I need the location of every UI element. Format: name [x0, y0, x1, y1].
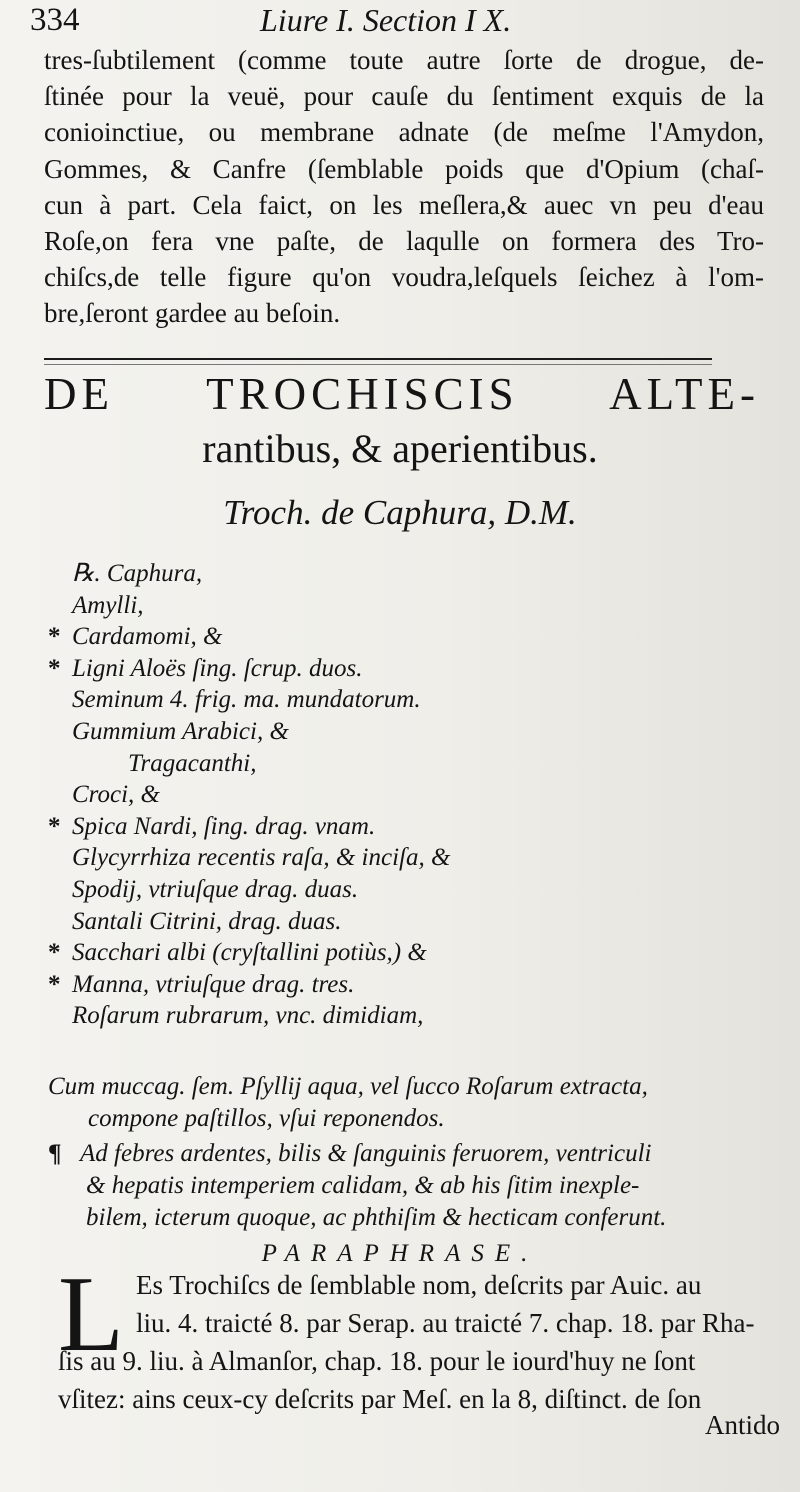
ingredient-item	[48, 874, 768, 906]
intro-paragraph	[44, 42, 764, 332]
usage-text: Ad febres ardentes, bilis & ſanguinis feruorem, ventriculi	[80, 1140, 652, 1167]
ingredient-item	[48, 748, 768, 780]
ingredient-text: Spica Nardi, ſing. drag. vnam.	[72, 812, 376, 840]
section-rule	[44, 358, 712, 360]
text-line: ſtinée pour la veuë, pour cauſe du ſentiment exquis de la	[44, 81, 764, 112]
body-line: vſitez: ains ceux-cy deſcrits par Meſ. en la 8, diſtinct. de ſon	[58, 1384, 702, 1414]
ingredient-list	[48, 558, 768, 1032]
ingredient-text: Sacchari albi (cryſtallini potiùs,) &	[72, 939, 427, 967]
page-number: 334	[30, 2, 80, 38]
body-line: Es Trochiſcs de ſemblable nom, deſcrits par Auic. au	[136, 1270, 702, 1300]
ingredient-text: Ligni Aloës ſing. ſcrup. duos.	[72, 654, 363, 682]
instruction-line: compone paſtillos, vſui reponendos.	[88, 1104, 445, 1132]
usage-line	[48, 1138, 768, 1170]
text-line: cun à part. Cela faict, on les meſlera,& auec vn peu d'eau	[44, 189, 764, 220]
ingredient-text: Santali Citrini, drag. duas.	[72, 907, 342, 935]
asterisk-mark: *	[48, 623, 61, 651]
ingredient-item	[48, 558, 768, 590]
ingredient-item	[48, 684, 768, 716]
ingredient-item	[48, 811, 768, 843]
drop-cap: L	[58, 1255, 124, 1374]
text-line: conioinctiue, ou membrane adnate (de meſme l'Amydon,	[44, 117, 764, 148]
instruction-line: Cum muccag. ſem. Pſyllij aqua, vel ſucco Roſarum extracta,	[48, 1073, 648, 1100]
ingredient-text: Tragacanthi,	[128, 749, 257, 777]
page-header	[28, 0, 760, 44]
ingredient-text: Glycyrrhiza recentis raſa, & inciſa, &	[72, 844, 451, 872]
paraphrase-heading: PARAPHRASE.	[261, 1240, 539, 1267]
ingredient-text: Seminum 4. frig. ma. mundatorum.	[72, 686, 421, 714]
ingredient-text: Manna, vtriuſque drag. tres.	[72, 970, 355, 998]
recipe-title: Troch. de Caphura, D.M.	[223, 493, 577, 532]
ingredient-text: Spodij, vtriuſque drag. duas.	[72, 875, 359, 903]
text-line: tres-ſubtilement (comme toute autre ſorte de drogue, de-	[44, 45, 764, 75]
section-title-continued: rantibus, & aperientibus.	[202, 426, 598, 471]
text-line: Gommes, & Canfre (ſemblable poids que d'Opium (chaſ-	[44, 153, 764, 184]
ingredient-text: Roſarum rubrarum, vnc. dimidiam,	[72, 1002, 424, 1030]
asterisk-mark: *	[48, 970, 61, 998]
ingredient-item	[48, 621, 768, 653]
ingredient-item	[48, 969, 768, 1001]
ingredient-item	[48, 906, 768, 938]
ingredient-text: Croci, &	[72, 781, 160, 809]
usage-paragraph	[48, 1138, 768, 1234]
ingredient-text: ℞. Caphura,	[72, 560, 203, 587]
section-rule-thin	[44, 364, 712, 365]
text-line: Roſe,on fera vne paſte, de laqulle on formera des Tro-	[44, 226, 764, 257]
asterisk-mark: *	[48, 654, 61, 682]
paraphrase-body	[58, 1255, 770, 1418]
pilcrow-mark: ¶	[48, 1140, 62, 1167]
ingredient-item	[48, 937, 768, 969]
usage-line: bilem, icterum quoque, ac phthiſim & hecticam conferunt.	[86, 1204, 667, 1231]
ingredient-text: Amylli,	[72, 591, 144, 619]
ingredient-text: Gummium Arabici, &	[72, 717, 289, 745]
ingredient-item	[48, 653, 768, 685]
text-line: bre,ſeront gardee au beſoin.	[44, 298, 341, 329]
asterisk-mark: *	[48, 812, 61, 840]
ingredient-item	[48, 842, 768, 874]
text-line: chiſcs,de telle figure qu'on voudra,leſquels ſeichez à l'om-	[44, 262, 764, 293]
running-head: Liure I. Section I X.	[260, 2, 512, 38]
ingredient-text: Cardamomi, &	[72, 623, 223, 651]
body-line: liu. 4. traicté 8. par Serap. au traicté 7. chap. 18. par Rha-	[136, 1308, 755, 1338]
catchword: Antido	[704, 1410, 780, 1440]
usage-line: & hepatis intemperiem calidam, & ab his ſitim inexple-	[86, 1172, 640, 1199]
ingredient-item	[48, 1000, 768, 1032]
body-line: ſis au 9. liu. à Almanſor, chap. 18. pour le iourd'huy ne ſont	[58, 1346, 696, 1376]
preparation-instruction	[48, 1071, 768, 1134]
ingredient-item	[48, 779, 768, 811]
ingredient-item	[48, 590, 768, 622]
ingredient-item	[48, 716, 768, 748]
asterisk-mark: *	[48, 939, 61, 967]
section-title: DE TROCHISCIS ALTE-	[44, 369, 760, 419]
